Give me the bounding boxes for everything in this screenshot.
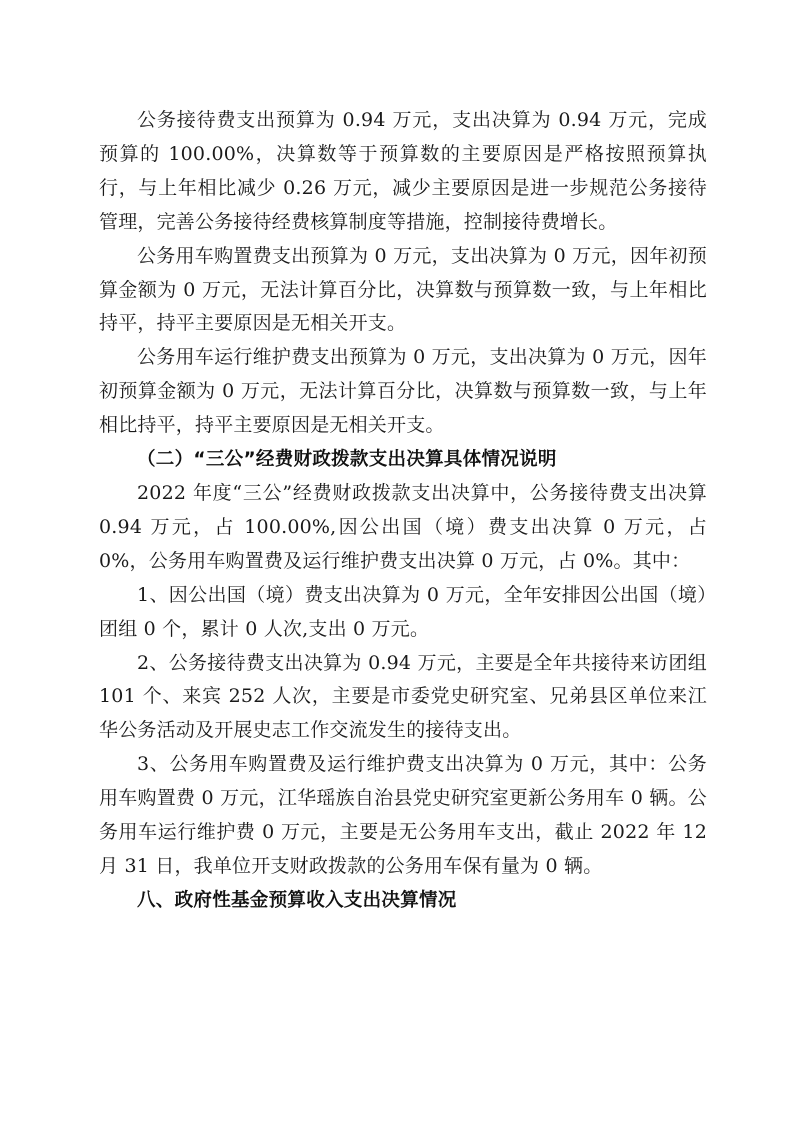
paragraph-2022-summary: 2022 年度“三公”经费财政拨款支出决算中，公务接待费支出决算 0.94 万元，占 100.00%,因公出国（境）费支出决算 0 万元，占 0%，公务用车购置费及运行维护费支出决算 0 万元，占 0%。其中： xyxy=(99,481,707,572)
paragraph-item-2-reception: 2、公务接待费支出决算为 0.94 万元，主要是全年共接待来访团组 101 个、来宾 252 人次，主要是市委党史研究室、兄弟县区单位来江华公务活动及开展史志工作交流发生的接待支出。 xyxy=(99,651,707,742)
paragraph-reception-expense: 公务接待费支出预算为 0.94 万元，支出决算为 0.94 万元，完成预算的 100.00%，决算数等于预算数的主要原因是严格按照预算执行，与上年相比减少 0.26 万元，减少主要原因是进一步规范公务接待管理，完善公务接待经费核算制度等措施，控制接待费增长。 xyxy=(99,109,707,233)
paragraph-vehicle-purchase: 公务用车购置费支出预算为 0 万元，支出决算为 0 万元，因年初预算金额为 0 万元，无法计算百分比，决算数与预算数一致，与上年相比持平，持平主要原因是无相关开支。 xyxy=(99,244,707,335)
paragraph-vehicle-maintenance: 公务用车运行维护费支出预算为 0 万元，支出决算为 0 万元，因年初预算金额为 0 万元，无法计算百分比，决算数与预算数一致，与上年相比持平，持平主要原因是无相关开支。 xyxy=(99,346,707,437)
document-body xyxy=(99,104,707,918)
paragraph-item-1-overseas: 1、因公出国（境）费支出决算为 0 万元，全年安排因公出国（境）团组 0 个，累计 0 人次,支出 0 万元。 xyxy=(99,583,707,640)
paragraph-item-3-vehicles: 3、公务用车购置费及运行维护费支出决算为 0 万元，其中：公务用车购置费 0 万元，江华瑶族自治县党史研究室更新公务用车 0 辆。公务用车运行维护费 0 万元，主要是无公务用车支出，截止 2022 年 12 月 31 日，我单位开支财政拨款的公务用车保有量为 0 辆。 xyxy=(99,753,707,877)
section-heading-government-fund: 八、政府性基金预算收入支出决算情况 xyxy=(137,889,457,911)
section-heading-three-public-expenses: （二）“三公”经费财政拨款支出决算具体情况说明 xyxy=(137,449,557,471)
